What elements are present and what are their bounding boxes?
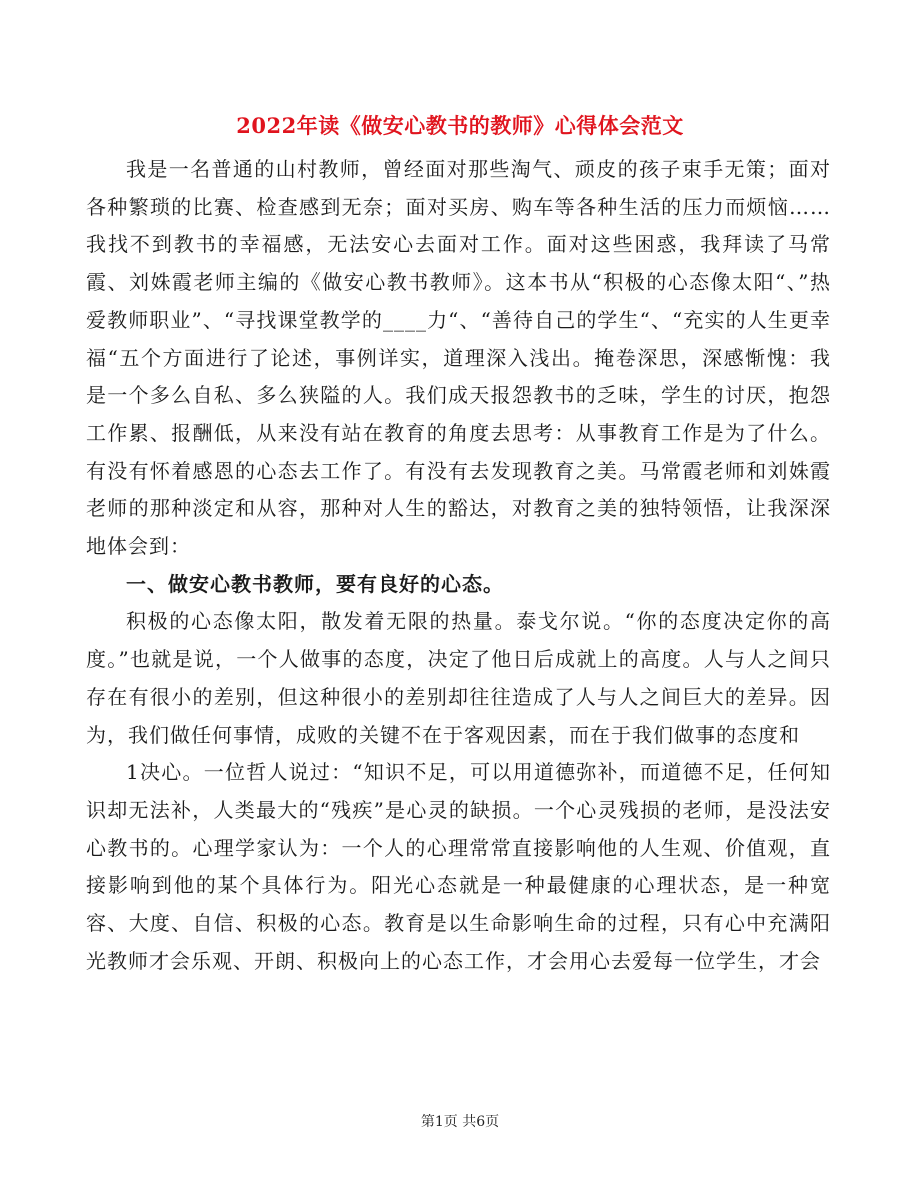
paragraph-attitude: 积极的心态像太阳，散发着无限的热量。泰戈尔说。“你的态度决定你的高度。”也就是说，一个人做事的态度，决定了他日后成就上的高度。人与人之间只存在有很小的差别，但这种很小的差别却往往造成了人与人之间巨大的差异。因为，我们做任何事情，成败的关键不在于客观因素，而在于我们做事的态度和 [86, 609, 831, 747]
paragraph-intro: 我是一名普通的山村教师，曾经面对那些淘气、顽皮的孩子束手无策；面对各种繁琐的比赛、检查感到无奈；面对买房、购车等各种生活的压力而烦恼……我找不到教书的幸福感，无法安心去面对工作。面对这些困惑，我拜读了马常霞、刘姝霞老师主编的《做安心教书教师》。这本书从“积极的心态像太阳“、”热爱教师职业”、“寻找课堂教学的____力“、“善待自己的学生“、“充实的人生更幸福“五个方面进行了论述，事例详实，道理深入浅出。掩卷深思，深感惭愧：我是一个多么自私、多么狭隘的人。我们成天报怨教书的乏味，学生的讨厌，抱怨工作累、报酬低，从来没有站在教育的角度去思考：从事教育工作是为了什么。有没有怀着感恩的心态去工作了。有没有去发现教育之美。马常霞老师和刘姝霞老师的那种淡定和从容，那种对人生的豁达，对教育之美的独特领悟，让我深深地体会到： [86, 157, 831, 559]
paragraph-continuation: 1决心。一位哲人说过：“知识不足，可以用道德弥补，而道德不足，任何知识却无法补，人类最大的“残疾”是心灵的缺损。一个心灵残损的老师，是没法安心教书的。心理学家认为：一个人的心理常常直接影响他的人生观、价值观，直接影响到他的某个具体行为。阳光心态就是一种最健康的心理状态，是一种宽容、大度、自信、积极的心态。教育是以生命影响生命的过程，只有心中充满阳光教师才会乐观、开朗、积极向上的心态工作，才会用心去爱每一位学生，才会 [86, 760, 831, 973]
page-number-footer: 第1页 共6页 [420, 1114, 500, 1130]
document-title: 2022年读《做安心教书的教师》心得体会范文 [236, 113, 684, 138]
document-body [86, 151, 831, 980]
section-heading: 一、做安心教书教师，要有良好的心态。 [126, 571, 504, 596]
